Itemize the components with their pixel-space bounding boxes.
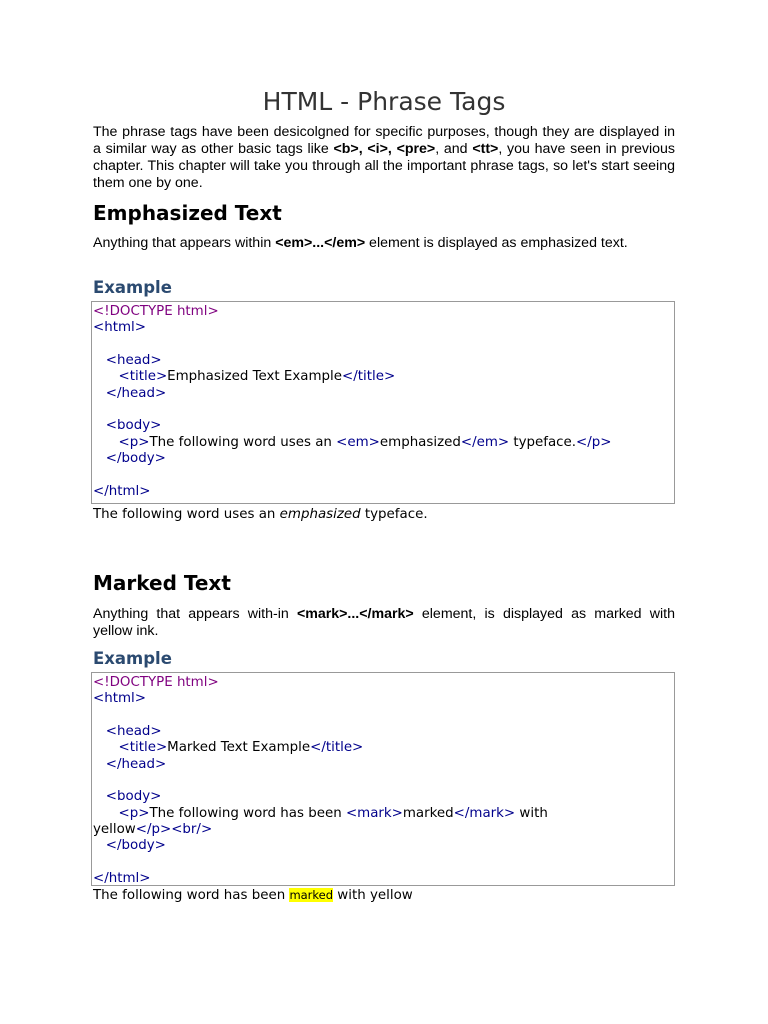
code-title-open: <title> [118,369,168,385]
code-p-close: </p> [576,434,612,450]
code-html-open: <html> [93,320,146,336]
code-head-open: <head> [105,724,162,740]
marked-desc-text-1: Anything that appears with-in [93,606,297,622]
code-title-open: <title> [118,740,168,756]
code-doctype: <!DOCTYPE html> [93,304,219,319]
marked-output-text-2: with yellow [333,888,413,903]
emphasized-code-block [91,301,675,504]
marked-description [93,606,675,640]
code-em-open: <em> [336,434,380,450]
code-title-close: </title> [342,369,396,385]
emphasized-output [93,506,428,523]
code-em-text: emphasized [379,434,461,450]
intro-text-2: , and [435,141,473,157]
code-body-open: <body> [105,418,162,434]
page-title: HTML - Phrase Tags [262,87,506,116]
code-br: <br/> [171,822,213,838]
code-em-close: </em> [460,434,510,450]
code-title-text: Marked Text Example [167,740,311,756]
emphasized-output-text-1: The following word uses an [93,507,280,522]
code-head-close: </head> [105,756,167,772]
code-html-close: </html> [93,483,151,499]
code-head-close: </head> [105,385,167,401]
marked-example-heading: Example [93,649,172,668]
code-title-text: Emphasized Text Example [167,369,343,385]
marked-output-text-1: The following word has been [93,888,290,903]
code-html-open: <html> [93,691,146,707]
emphasized-desc-text-2: element is displayed as emphasized text. [365,235,628,251]
code-title-close: </title> [310,740,364,756]
code-head-open: <head> [105,353,162,369]
marked-output-highlight: marked [289,888,334,902]
intro-tags-bold-1: <b>, <i>, <pre> [333,141,436,157]
code-p-close: </p> [135,822,172,838]
emphasized-desc-text-1: Anything that appears within [93,235,276,251]
code-mark-text: marked [402,805,454,821]
code-mark-close: </mark> [453,805,516,821]
code-p-text-1: The following word has been [149,805,346,821]
emphasized-desc-tag: <em>...</em> [275,235,366,251]
emphasized-heading: Emphasized Text [93,201,282,225]
code-body-close: </body> [105,451,166,467]
emphasized-example-heading: Example [93,278,172,297]
emphasized-output-word: emphasized [279,507,361,522]
code-p-text-1: The following word uses an [149,434,337,450]
intro-text-3: , you have seen in previous chapter. This chapter will take you through all the important phrase tags, so let's start seeing them one by one. [93,141,676,191]
intro-paragraph [93,124,675,192]
marked-heading: Marked Text [93,571,231,595]
code-doctype: <!DOCTYPE html> [93,675,219,690]
marked-desc-text-2: element, is displayed as marked with yellow ink. [93,606,675,639]
code-html-close: </html> [93,871,151,887]
code-body-open: <body> [105,789,162,805]
code-p-open: <p> [118,805,150,821]
code-body-close: </body> [105,838,166,854]
intro-text-1: The phrase tags have been desicolgned for specific purposes, though they are displayed in a similar way as other basic tags like [93,124,675,157]
marked-desc-tag: <mark>...</mark> [296,606,414,622]
code-p-open: <p> [118,434,150,450]
code-p-text-2: with [515,805,548,821]
emphasized-description [93,235,675,252]
code-p-text-2: typeface. [509,434,577,450]
code-p-text-3: yellow [93,822,136,838]
code-mark-open: <mark> [345,805,403,821]
emphasized-output-text-2: typeface. [360,507,428,522]
marked-code-block [91,672,675,886]
intro-tags-bold-2: <tt> [472,141,499,157]
marked-output [93,887,413,904]
